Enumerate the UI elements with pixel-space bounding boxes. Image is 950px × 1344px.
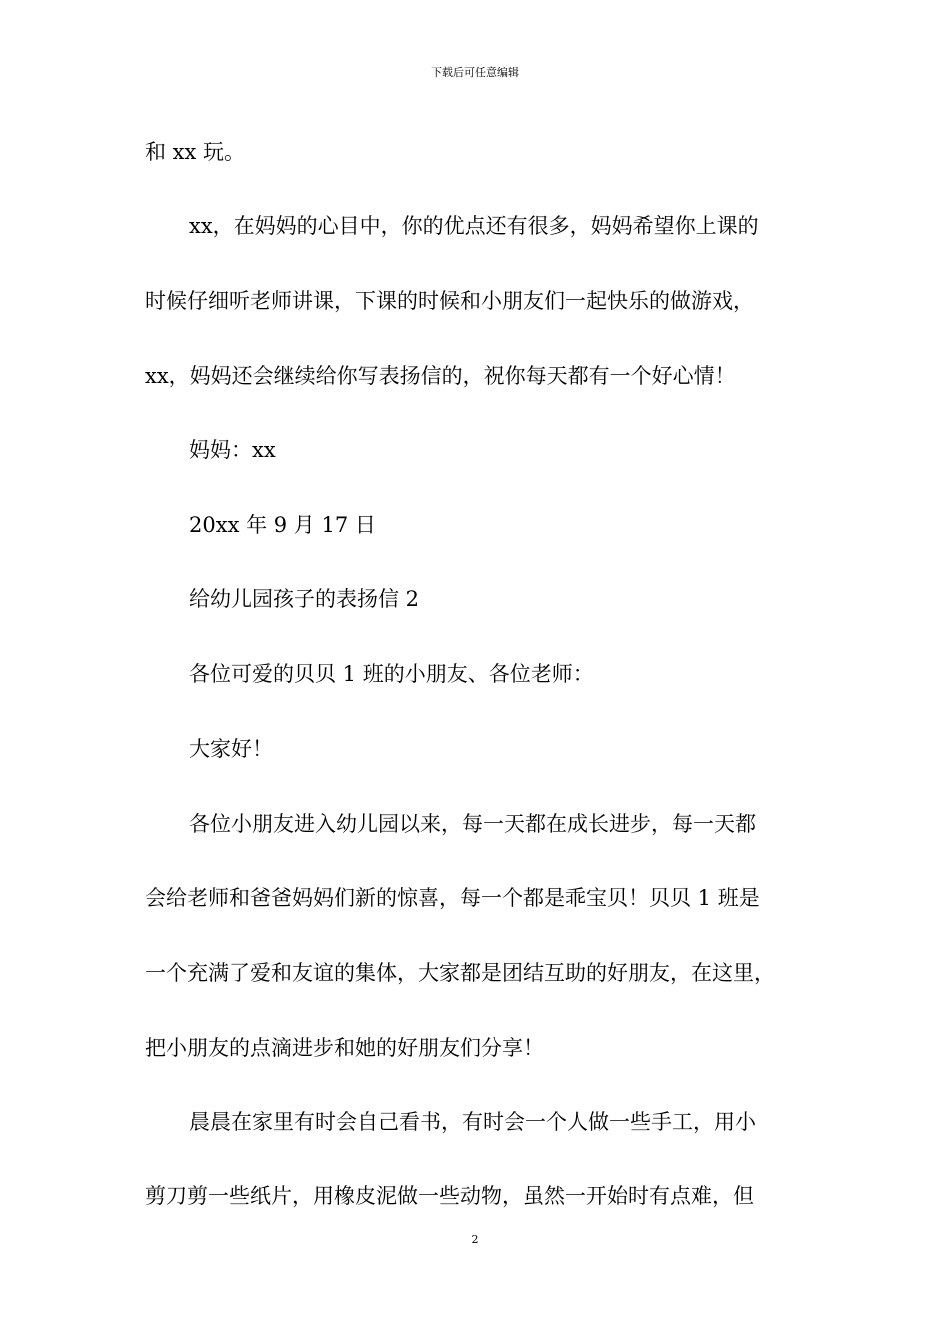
section-title: 给幼儿园孩子的表扬信 2 bbox=[189, 587, 420, 611]
date-line: 20xx 年 9 月 17 日 bbox=[189, 513, 376, 537]
text-line: 一个充满了爱和友谊的集体，大家都是团结互助的好朋友，在这里， bbox=[145, 961, 775, 985]
page-header: 下载后可任意编辑 bbox=[431, 66, 519, 79]
text-line: 各位小朋友进入幼儿园以来，每一天都在成长进步，每一天都 bbox=[189, 812, 756, 836]
greeting-line: 大家好！ bbox=[189, 737, 273, 761]
text-line: 剪刀剪一些纸片，用橡皮泥做一些动物，虽然一开始时有点难，但 bbox=[145, 1184, 754, 1208]
page-number: 2 bbox=[471, 1233, 479, 1246]
salutation-line: 各位可爱的贝贝 1 班的小朋友、各位老师： bbox=[189, 662, 594, 686]
text-line: 和 xx 玩。 bbox=[145, 140, 246, 164]
text-line: 晨晨在家里有时会自己看书，有时会一个人做一些手工，用小 bbox=[189, 1110, 756, 1134]
text-line: xx，在妈妈的心目中，你的优点还有很多，妈妈希望你上课的 bbox=[189, 214, 759, 238]
text-line: 会给老师和爸爸妈妈们新的惊喜，每一个都是乖宝贝！贝贝 1 班是 bbox=[145, 886, 760, 910]
signature-line: 妈妈：xx bbox=[189, 438, 276, 462]
text-line: xx，妈妈还会继续给你写表扬信的，祝你每天都有一个好心情！ bbox=[145, 364, 736, 388]
text-line: 把小朋友的点滴进步和她的好朋友们分享！ bbox=[145, 1036, 544, 1060]
text-line: 时候仔细听老师讲课，下课的时候和小朋友们一起快乐的做游戏， bbox=[145, 289, 754, 313]
